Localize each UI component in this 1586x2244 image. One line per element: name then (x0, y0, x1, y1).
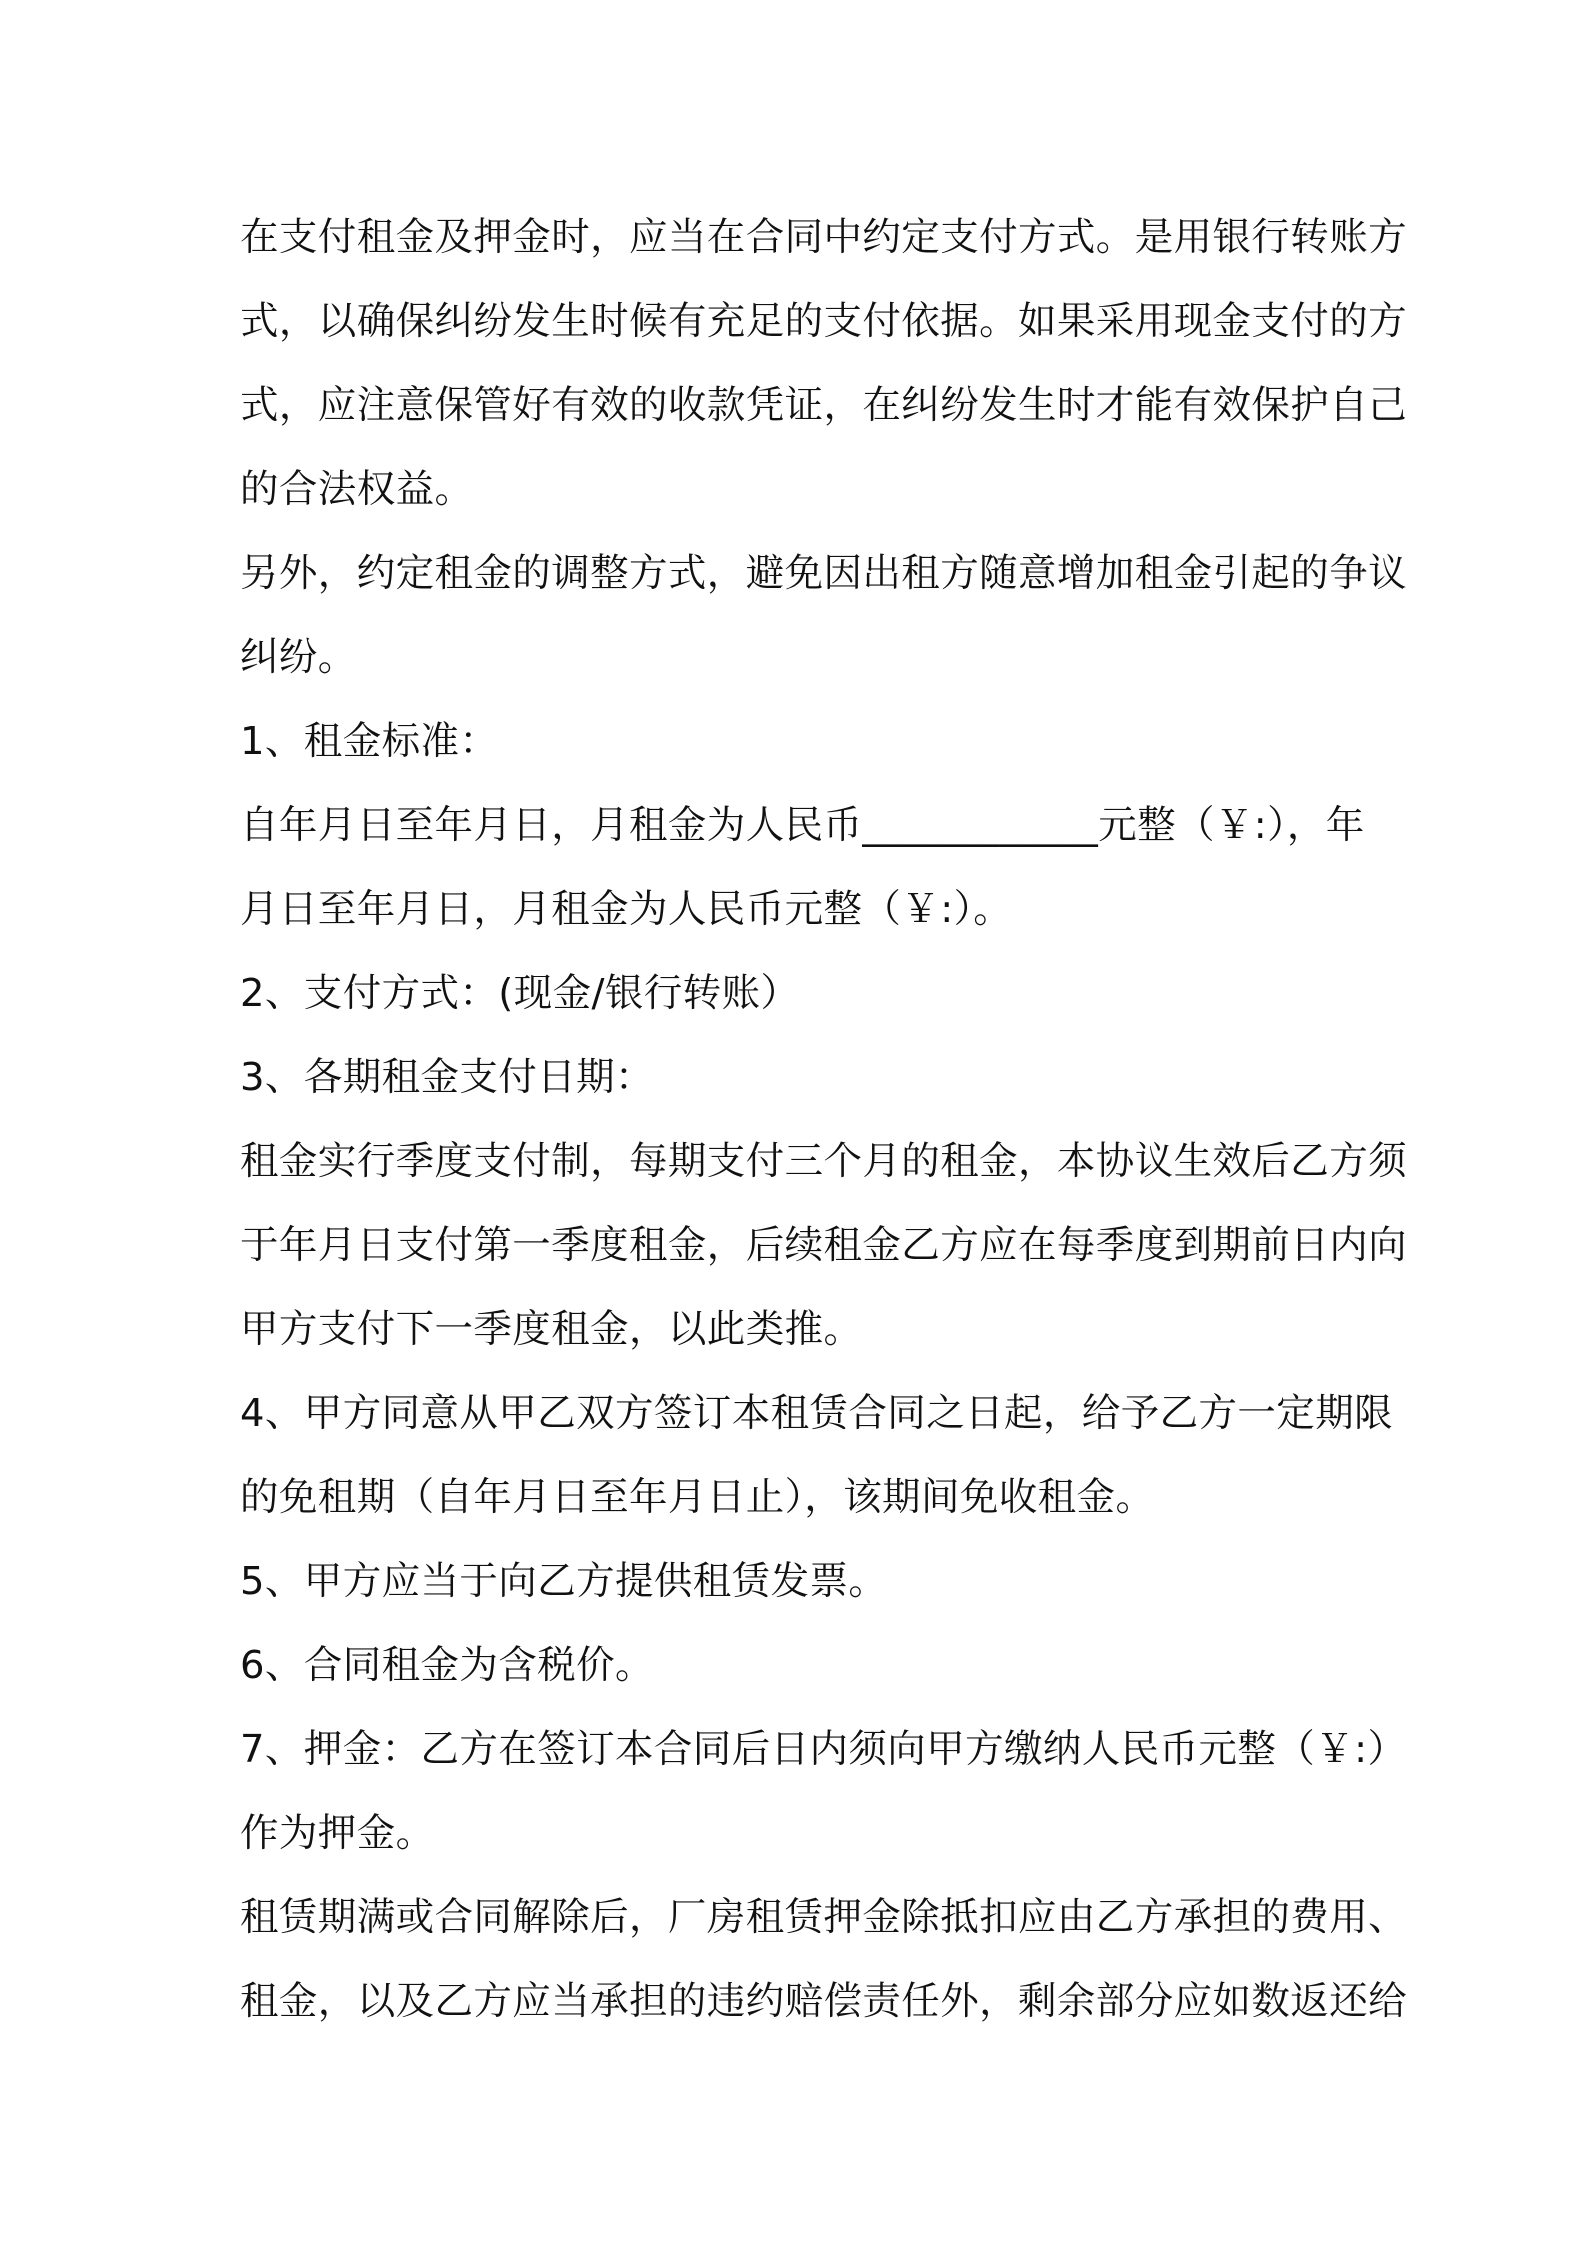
text-line: 租赁期满或合同解除后，厂房租赁押金除抵扣应由乙方承担的费用、 (240, 1895, 1408, 1940)
text-line: 式，以确保纠纷发生时候有充足的支付依据。如果采用现金支付的方 (240, 299, 1408, 344)
text-line: 的合法权益。 (240, 467, 474, 512)
section-heading: 3、各期租金支付日期： (240, 1055, 654, 1100)
text-line: 于年月日支付第一季度租金，后续租金乙方应在每季度到期前日内向 (240, 1223, 1408, 1268)
section-heading: 7、押金：乙方在签订本合同后日内须向甲方缴纳人民币元整（￥:） (240, 1727, 1407, 1772)
text-line: 月日至年月日，月租金为人民币元整（￥:）。 (240, 887, 1013, 932)
text-line: 另外，约定租金的调整方式，避免因出租方随意增加租金引起的争议 (240, 551, 1408, 596)
text-line: 自年月日至年月日，月租金为人民币____________元整（￥:），年 (240, 803, 1365, 848)
section-heading: 6、合同租金为含税价。 (240, 1643, 654, 1688)
text-line: 租金，以及乙方应当承担的违约赔偿责任外，剩余部分应如数返还给 (240, 1979, 1408, 2024)
text-line: 纠纷。 (240, 635, 357, 680)
text-line: 的免租期（自年月日至年月日止），该期间免收租金。 (240, 1475, 1155, 1520)
document-body (240, 196, 1408, 2044)
section-heading: 1、租金标准： (240, 719, 499, 764)
text-line: 租金实行季度支付制，每期支付三个月的租金，本协议生效后乙方须 (240, 1139, 1408, 1184)
text-line: 式，应注意保管好有效的收款凭证，在纠纷发生时才能有效保护自己 (240, 383, 1408, 428)
text-line: 在支付租金及押金时，应当在合同中约定支付方式。是用银行转账方 (240, 215, 1408, 260)
section-heading: 2、支付方式：(现金/银行转账） (240, 971, 800, 1016)
section-heading: 5、甲方应当于向乙方提供租赁发票。 (240, 1559, 888, 1604)
section-heading: 4、甲方同意从甲乙双方签订本租赁合同之日起，给予乙方一定期限 (240, 1391, 1393, 1436)
text-line: 甲方支付下一季度租金，以此类推。 (240, 1307, 863, 1352)
text-line: 作为押金。 (240, 1811, 435, 1856)
